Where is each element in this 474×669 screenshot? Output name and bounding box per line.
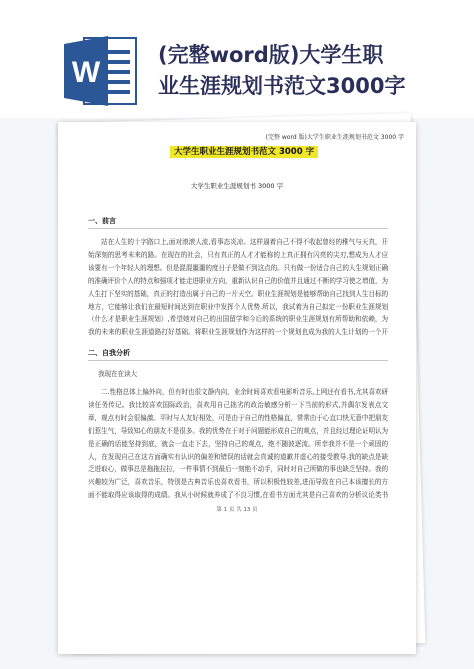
intro-line: 我现在在读大: [98, 370, 137, 378]
page-title: [158, 40, 458, 102]
section-heading-self-analysis: 二、自我分析: [88, 349, 130, 357]
page-title-line1: (完整word版)大学生职: [158, 43, 384, 67]
document-subtitle: 大学生职业生涯规划书 3000 字: [190, 182, 284, 190]
page-header: (完整 word 版)大学生职业生涯规划书范文 3000 字: [265, 134, 404, 141]
section-divider: [88, 360, 388, 361]
section-heading-preface: 一、前言: [88, 217, 116, 225]
personality-paragraph: 二.性格总体上偏外向，但有时也很文静内向，业余时间喜欢看电影听音乐,上网还有看书,尤其喜欢研读任务传记。我比较喜欢国际政治，喜欢用自己拙劣的政治敏感分析一下当前的形式,并偶尔发表点文章，观点有时会很偏激。平时与人友好相处，可是由于自己的性格偏直，常常由于心直口快无意中把朋友们惹生气，导致知心的朋友不是很多。我的优势在于对于问题能形成自己的观点，并且经过理论证明认为是正确的话能坚持到底，就会一直走下去，坚持自己的观点，绝不随波逐流。所幸我并不是一个顽固的人，在发现自己在这方面确实有认识的偏差和错误的话就会真诚的道歉并虚心的接受教导.我的缺点是缺乏进取心，做事总是拖拖拉拉，一件事情不到最后一刻绝不动手，同时对自己所做的事也缺乏坚持。我的兴趣较为广泛，喜欢音乐，特别是古典音乐也喜欢看书，所以积极性较差,进而导致在自己本该擅长的方面不能取得应该取得的成绩。我从小时候就养成了不良习惯,在看书方面尤其是自己喜欢的分析议论类书: [88, 388, 388, 500]
section-divider: [88, 228, 388, 229]
preface-paragraph: 站在人生的十字路口上,面对滚滚人流,看事态炎凉。这样逼着自己不得不收起曾经的稚气与天真，开始深刻的思考未来的路。在现在的社会，只有真正的人才才能称的上真正拥有闪亮的尖刃,想成为人才应该要有一个年轻人的理想。但是混混噩噩的度日子是做不到这点的。只有做一份适合自己的人生规划正确的准确评价个人的特点和强项才能走进职业方向，重新认识自己的价值并且通过不断的学习使之增值，为人生打下坚实的基础，真正的打造出属于自己的一片天空。职业生涯规划是能够帮助自己找到人生目标的地方，它能够让我们在最短时间达到在职业中发挥个人优势.所以，我试着为自己拟定一份职业生涯规划（什么才是职业生涯规划）,希望她对自己的出国留学和今后的系统的职业生涯规划有所帮助和依赖，为我的未来的职业生涯道路打好基础。将职业生涯规划作为这样的一个规划也成为我的人生计划的一个开: [88, 238, 388, 337]
page-title-line2: 业生涯规划书范文3000字: [158, 74, 406, 98]
document-page: [58, 122, 416, 654]
cover-banner: [0, 0, 474, 118]
page-footer: 第 1 页 共 13 页: [216, 507, 258, 513]
word-document-icon: [64, 36, 138, 106]
word-logo-letter: W: [71, 56, 101, 89]
highlighted-title: 大学生职业生涯规划书范文 3000 字: [170, 146, 318, 158]
